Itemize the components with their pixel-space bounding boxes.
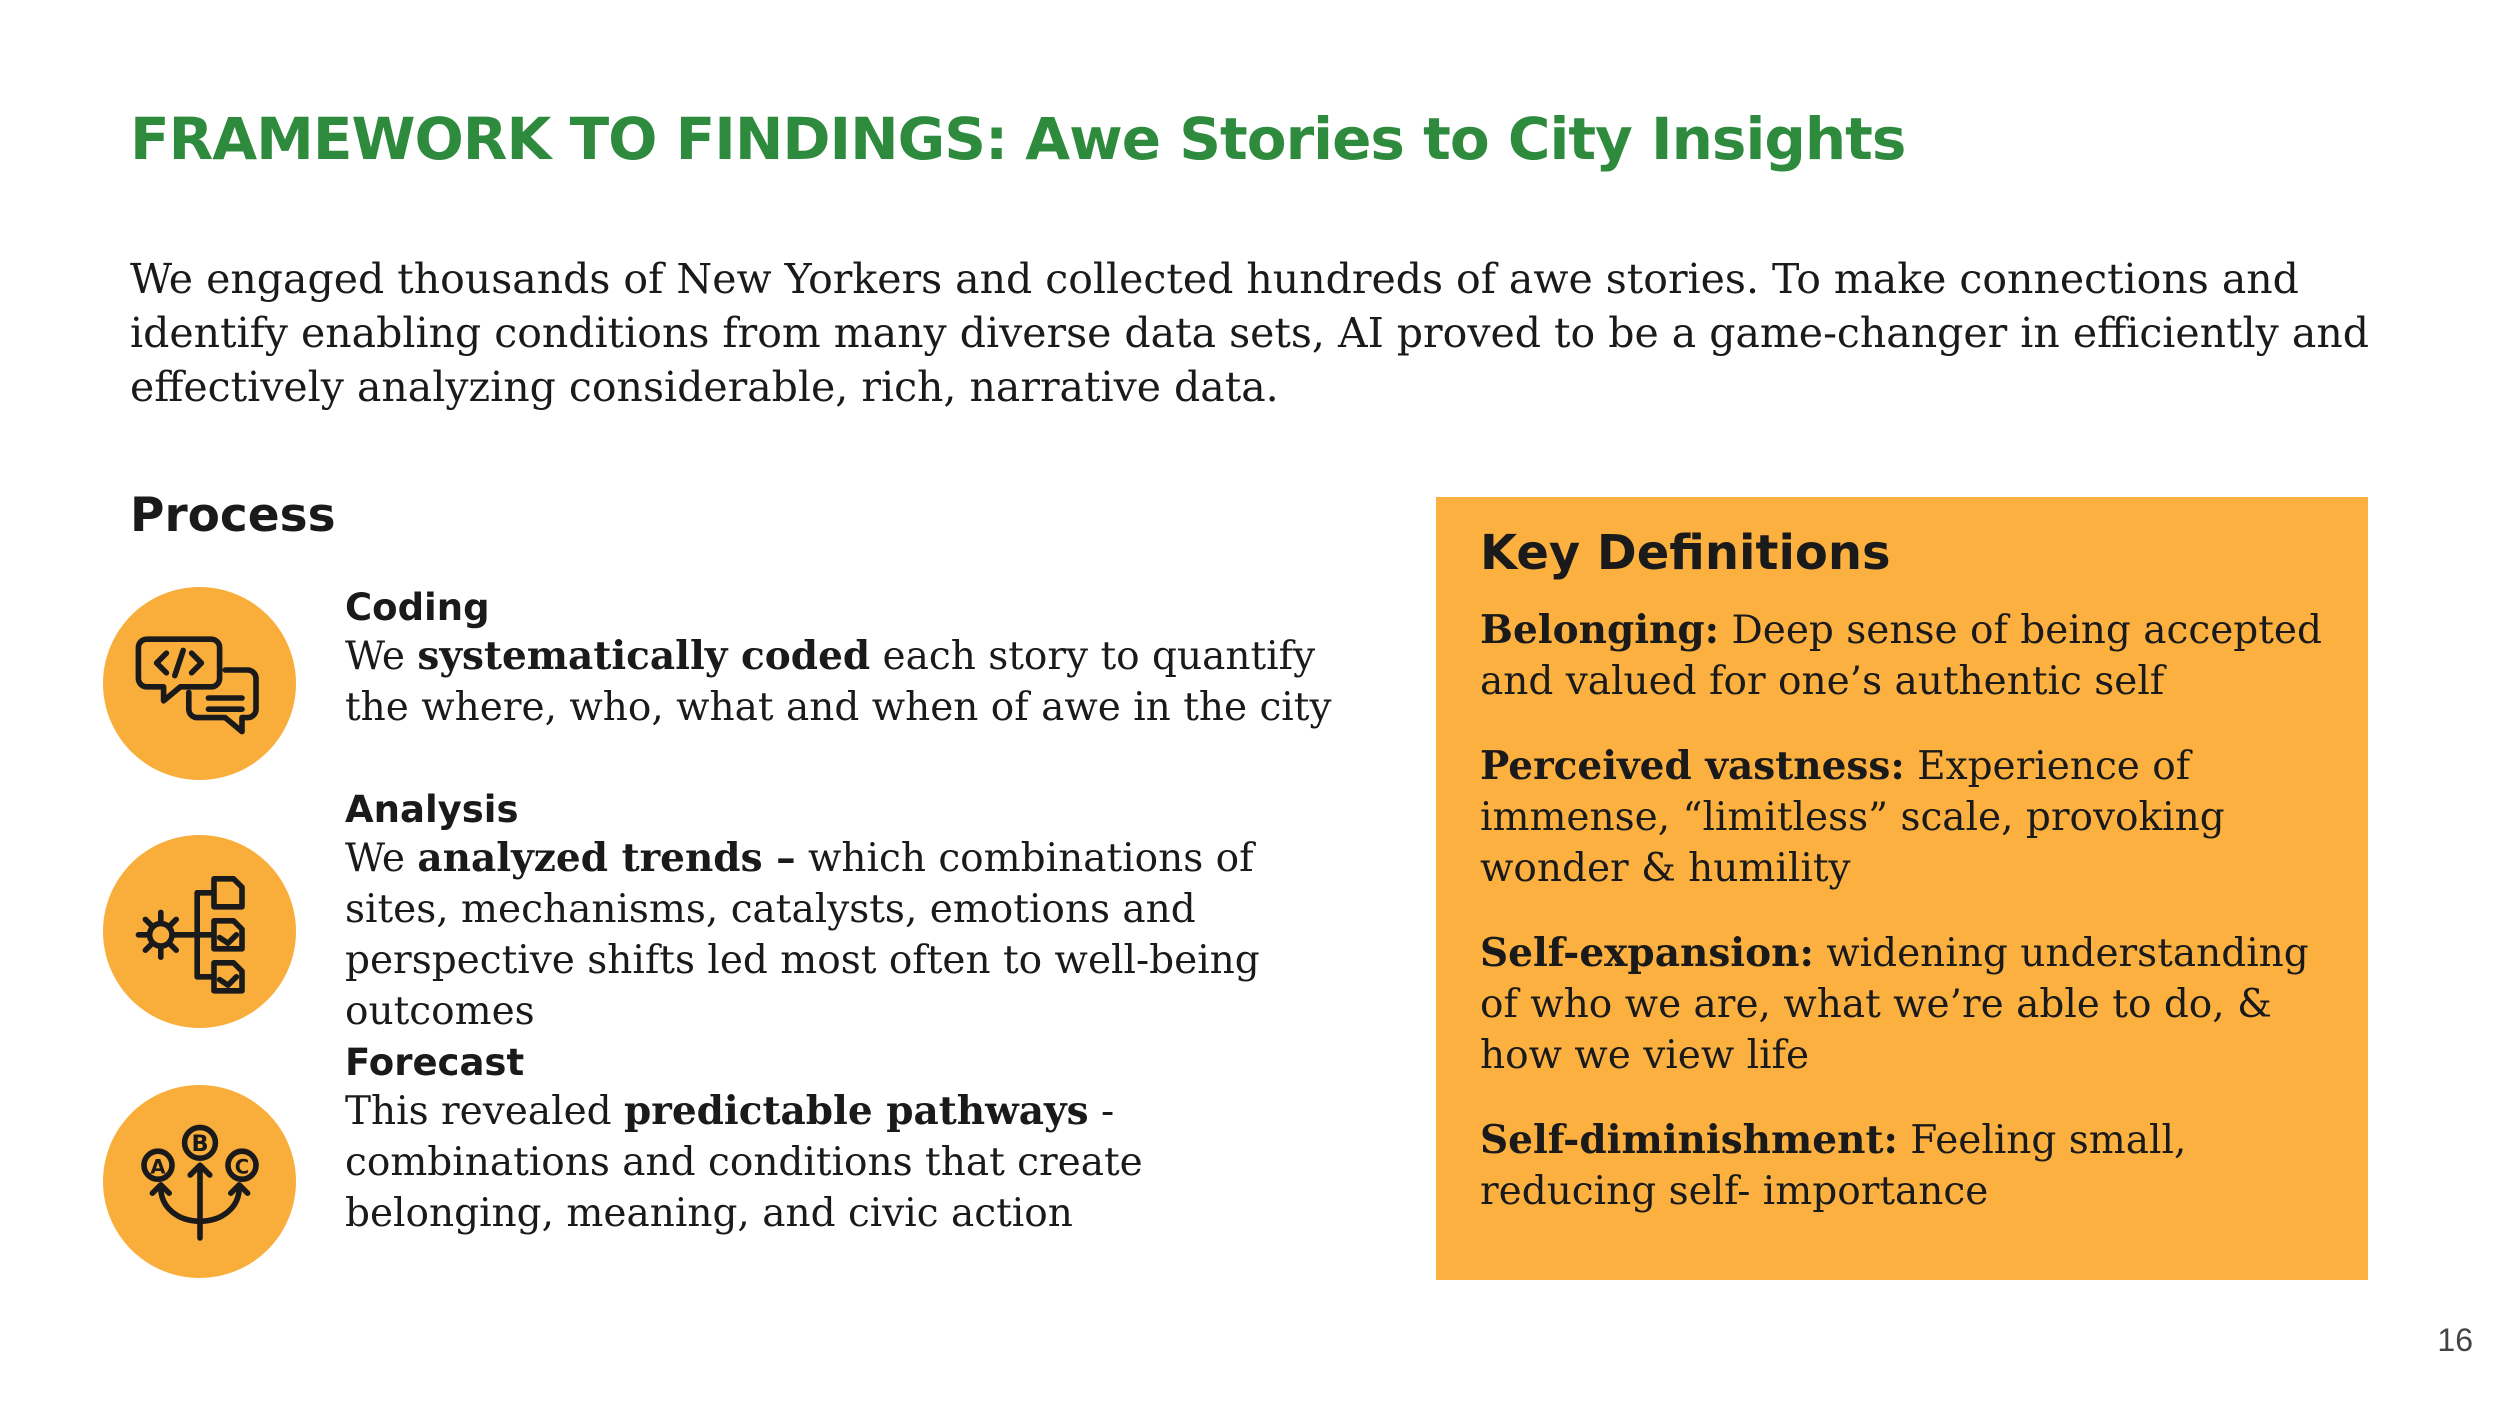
intro-paragraph: We engaged thousands of New Yorkers and collected hundreds of awe stories. To make connections and identify enabling conditions from many diverse data sets, AI proved to be a game-changer in efficiently and effectively analyzing considerable, rich, narrative data.: [130, 255, 2369, 411]
key-definitions-box: [1436, 497, 2368, 1280]
svg-text:B: B: [190, 1130, 209, 1157]
process-step-coding: [345, 585, 1345, 733]
key-definitions-heading: Key Definitions: [1480, 525, 1891, 581]
gear-hierarchy-icon: [103, 835, 296, 1028]
step-title: Analysis: [345, 788, 519, 831]
process-step-analysis: [345, 787, 1345, 1037]
definition-self-expansion: Self-expansion: widening understanding of who we are, what we’re able to do, & how we view life: [1480, 930, 2309, 1078]
step-description: We systematically coded each story to quantify the where, who, what and when of awe in the city: [345, 633, 1332, 730]
process-heading: Process: [130, 488, 336, 543]
code-chat-icon: [103, 587, 296, 780]
step-title: Forecast: [345, 1041, 525, 1084]
step-title: Coding: [345, 586, 490, 629]
definition-belonging: Belonging: Deep sense of being accepted and valued for one’s authentic self: [1480, 607, 2322, 704]
step-description: This revealed predictable pathways - combinations and conditions that create belonging, meaning, and civic action: [345, 1088, 1143, 1236]
page-number: 16: [2437, 1322, 2473, 1358]
svg-text:A: A: [149, 1155, 166, 1179]
title-part-2: Awe Stories to City Insights: [1025, 105, 1906, 173]
svg-text:C: C: [234, 1155, 249, 1179]
abc-pathways-icon: [103, 1085, 296, 1278]
process-step-forecast: [345, 1040, 1345, 1239]
page-title: [130, 105, 1905, 173]
definition-perceived-vastness: Perceived vastness: Experience of immense, “limitless” scale, provoking wonder & humility: [1480, 743, 2225, 891]
definition-self-diminishment: Self-diminishment: Feeling small, reducing self- importance: [1480, 1117, 2187, 1214]
step-description: We analyzed trends – which combinations of sites, mechanisms, catalysts, emotions and perspective shifts led most often to well-being outcomes: [345, 835, 1260, 1034]
title-part-1: FRAMEWORK TO FINDINGS:: [130, 105, 1008, 173]
